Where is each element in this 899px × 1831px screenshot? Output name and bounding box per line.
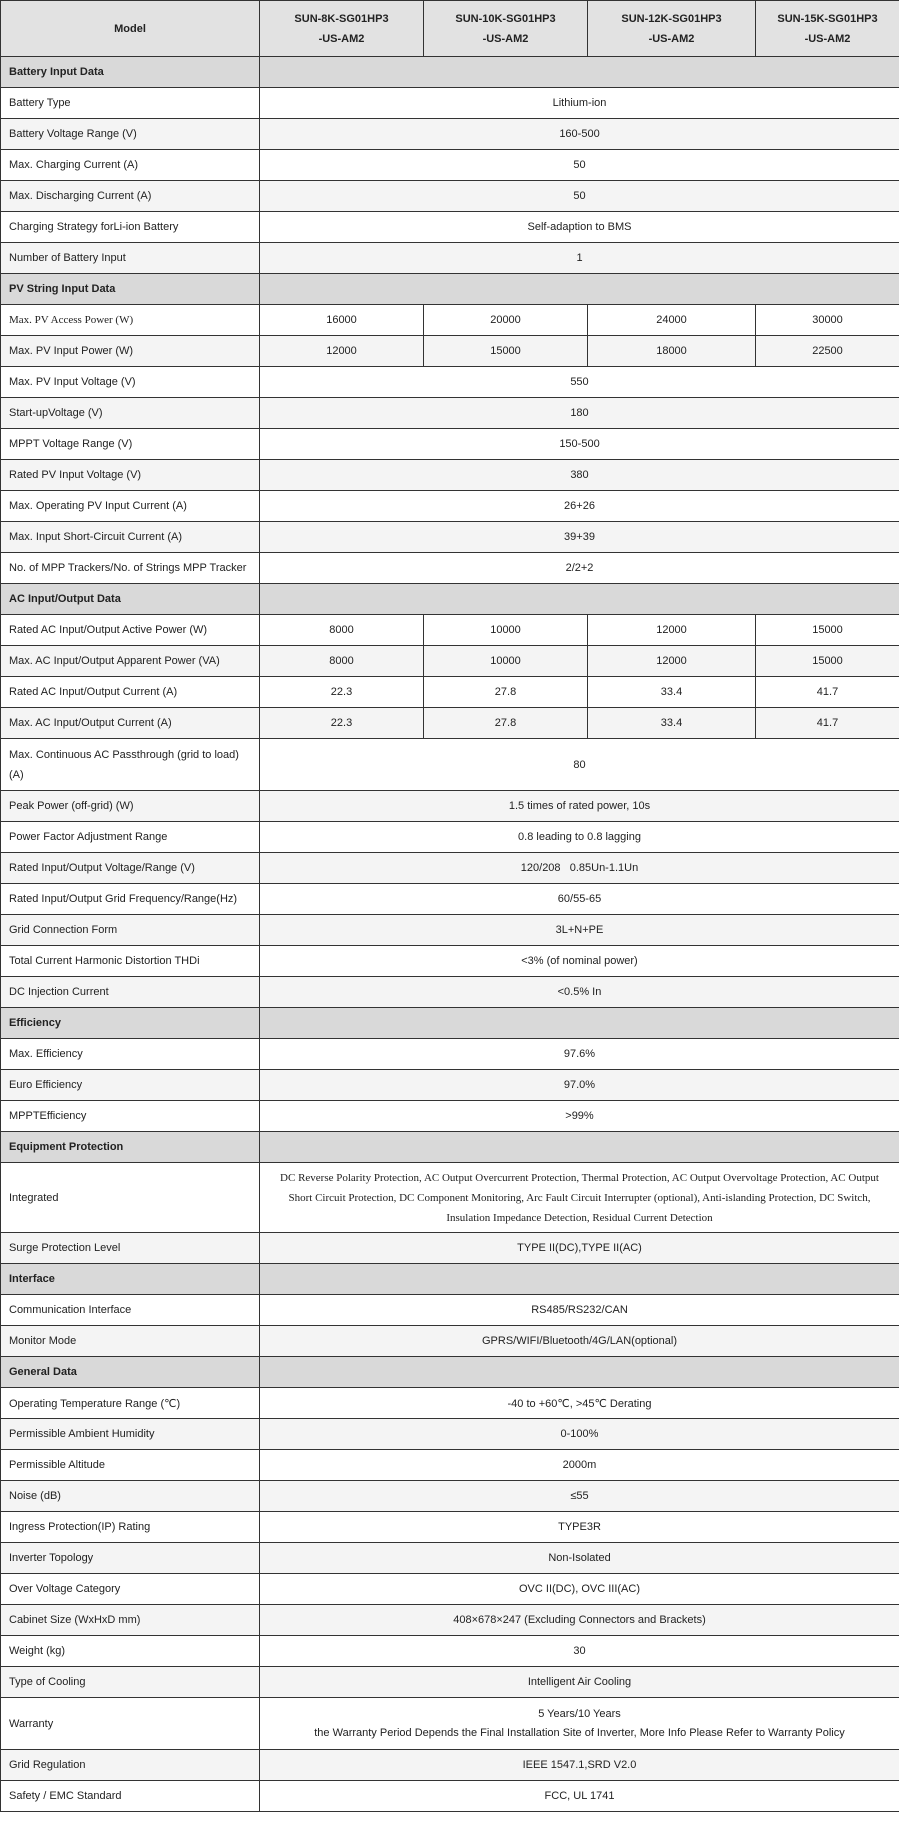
model-column-header: SUN-15K-SG01HP3 -US-AM2 bbox=[756, 1, 899, 57]
row-value: 0-100% bbox=[260, 1419, 899, 1450]
table-row bbox=[1, 243, 899, 274]
row-value: 50 bbox=[260, 150, 899, 181]
row-value: 1 bbox=[260, 243, 899, 274]
row-value: 12000 bbox=[588, 646, 756, 677]
table-row bbox=[1, 1543, 899, 1574]
row-label: Rated AC Input/Output Active Power (W) bbox=[1, 615, 260, 646]
row-label: Battery Voltage Range (V) bbox=[1, 119, 260, 150]
section-header bbox=[1, 1357, 899, 1388]
row-label: MPPT Voltage Range (V) bbox=[1, 429, 260, 460]
row-label: Surge Protection Level bbox=[1, 1233, 260, 1264]
table-row bbox=[1, 853, 899, 884]
row-value: Lithium-ion bbox=[260, 88, 899, 119]
row-value: 27.8 bbox=[424, 708, 588, 739]
table-row bbox=[1, 1781, 899, 1812]
row-value: 550 bbox=[260, 367, 899, 398]
table-row bbox=[1, 1605, 899, 1636]
table-row bbox=[1, 1101, 899, 1132]
row-value: 3L+N+PE bbox=[260, 915, 899, 946]
table-row bbox=[1, 522, 899, 553]
row-value: ≤55 bbox=[260, 1481, 899, 1512]
row-value: 26+26 bbox=[260, 491, 899, 522]
row-value: 60/55-65 bbox=[260, 884, 899, 915]
table-row bbox=[1, 822, 899, 853]
table-row bbox=[1, 1070, 899, 1101]
section-header bbox=[1, 1132, 899, 1163]
row-value: 380 bbox=[260, 460, 899, 491]
row-value: IEEE 1547.1,SRD V2.0 bbox=[260, 1750, 899, 1781]
table-row bbox=[1, 1039, 899, 1070]
section-header bbox=[1, 1264, 899, 1295]
table-row bbox=[1, 88, 899, 119]
table-row bbox=[1, 1698, 899, 1750]
table-row bbox=[1, 398, 899, 429]
row-label: Safety / EMC Standard bbox=[1, 1781, 260, 1812]
row-label: Total Current Harmonic Distortion THDi bbox=[1, 946, 260, 977]
table-row bbox=[1, 708, 899, 739]
section-title: AC Input/Output Data bbox=[1, 584, 260, 615]
row-label: Max. Input Short-Circuit Current (A) bbox=[1, 522, 260, 553]
table-row bbox=[1, 646, 899, 677]
section-title: Equipment Protection bbox=[1, 1132, 260, 1163]
row-value: 22500 bbox=[756, 336, 899, 367]
row-label: Integrated bbox=[1, 1163, 260, 1233]
row-label: Start-upVoltage (V) bbox=[1, 398, 260, 429]
row-label: Battery Type bbox=[1, 88, 260, 119]
row-label: Rated PV Input Voltage (V) bbox=[1, 460, 260, 491]
row-label: No. of MPP Trackers/No. of Strings MPP Tracker bbox=[1, 553, 260, 584]
table-row bbox=[1, 1574, 899, 1605]
table-row bbox=[1, 491, 899, 522]
row-value: 39+39 bbox=[260, 522, 899, 553]
section-title: Battery Input Data bbox=[1, 57, 260, 88]
section-header bbox=[1, 274, 899, 305]
row-value: 5 Years/10 Years the Warranty Period Depends the Final Installation Site of Inverter, More Info Please Refer to Warranty Policy bbox=[260, 1698, 899, 1750]
row-label: Rated AC Input/Output Current (A) bbox=[1, 677, 260, 708]
table-row bbox=[1, 915, 899, 946]
row-value: 2/2+2 bbox=[260, 553, 899, 584]
row-label: Power Factor Adjustment Range bbox=[1, 822, 260, 853]
table-row bbox=[1, 977, 899, 1008]
section-title: General Data bbox=[1, 1357, 260, 1388]
row-value: 180 bbox=[260, 398, 899, 429]
row-label: Noise (dB) bbox=[1, 1481, 260, 1512]
table-row bbox=[1, 1163, 899, 1233]
row-value: 20000 bbox=[424, 305, 588, 336]
table-row bbox=[1, 1450, 899, 1481]
row-label: Max. Efficiency bbox=[1, 1039, 260, 1070]
row-value: 0.8 leading to 0.8 lagging bbox=[260, 822, 899, 853]
table-row bbox=[1, 1481, 899, 1512]
row-value: 30 bbox=[260, 1636, 899, 1667]
row-label: Max. AC Input/Output Apparent Power (VA) bbox=[1, 646, 260, 677]
row-label: Permissible Ambient Humidity bbox=[1, 1419, 260, 1450]
section-header bbox=[1, 1008, 899, 1039]
table-row bbox=[1, 305, 899, 336]
row-value: 97.6% bbox=[260, 1039, 899, 1070]
row-value: 50 bbox=[260, 181, 899, 212]
table-row bbox=[1, 1636, 899, 1667]
row-value: 1.5 times of rated power, 10s bbox=[260, 791, 899, 822]
row-value: 41.7 bbox=[756, 708, 899, 739]
row-value: 27.8 bbox=[424, 677, 588, 708]
section-header bbox=[1, 584, 899, 615]
row-value: 10000 bbox=[424, 646, 588, 677]
row-value: 22.3 bbox=[260, 677, 424, 708]
row-value: TYPE3R bbox=[260, 1512, 899, 1543]
table-row bbox=[1, 181, 899, 212]
table-row bbox=[1, 553, 899, 584]
section-header bbox=[1, 57, 899, 88]
row-value: <0.5% In bbox=[260, 977, 899, 1008]
row-value: 120/208 0.85Un-1.1Un bbox=[260, 853, 899, 884]
row-label: Charging Strategy forLi-ion Battery bbox=[1, 212, 260, 243]
header-row bbox=[1, 1, 899, 57]
table-row bbox=[1, 119, 899, 150]
row-label: Communication Interface bbox=[1, 1295, 260, 1326]
row-label: Grid Connection Form bbox=[1, 915, 260, 946]
row-value: TYPE II(DC),TYPE II(AC) bbox=[260, 1233, 899, 1264]
row-value: 30000 bbox=[756, 305, 899, 336]
table-row bbox=[1, 1419, 899, 1450]
row-label: Type of Cooling bbox=[1, 1667, 260, 1698]
row-label: Peak Power (off-grid) (W) bbox=[1, 791, 260, 822]
section-title: Efficiency bbox=[1, 1008, 260, 1039]
row-label: Monitor Mode bbox=[1, 1326, 260, 1357]
row-value: 2000m bbox=[260, 1450, 899, 1481]
table-row bbox=[1, 1388, 899, 1419]
table-row bbox=[1, 367, 899, 398]
row-value: 408×678×247 (Excluding Connectors and Brackets) bbox=[260, 1605, 899, 1636]
row-value: 41.7 bbox=[756, 677, 899, 708]
table-row bbox=[1, 460, 899, 491]
row-label: Euro Efficiency bbox=[1, 1070, 260, 1101]
row-label: Max. Operating PV Input Current (A) bbox=[1, 491, 260, 522]
row-label: Max. PV Input Voltage (V) bbox=[1, 367, 260, 398]
row-value: Non-Isolated bbox=[260, 1543, 899, 1574]
section-title: PV String Input Data bbox=[1, 274, 260, 305]
table-row bbox=[1, 150, 899, 181]
model-column-header: SUN-12K-SG01HP3 -US-AM2 bbox=[588, 1, 756, 57]
model-column-header: SUN-10K-SG01HP3 -US-AM2 bbox=[424, 1, 588, 57]
row-value: 12000 bbox=[588, 615, 756, 646]
row-value: GPRS/WIFI/Bluetooth/4G/LAN(optional) bbox=[260, 1326, 899, 1357]
table-row bbox=[1, 1295, 899, 1326]
table-row bbox=[1, 884, 899, 915]
row-value: 8000 bbox=[260, 646, 424, 677]
row-value: DC Reverse Polarity Protection, AC Output Overcurrent Protection, Thermal Protection, AC Output Overvoltage Protection, AC Output Short Circuit Protection, DC Component Monitoring, Arc Fault Circuit Interrupter (optional), Anti-islanding Protection, DC Switch, Insulation Impedance Detection, Residual Current Detection bbox=[260, 1163, 899, 1233]
row-value: 22.3 bbox=[260, 708, 424, 739]
row-value: 8000 bbox=[260, 615, 424, 646]
row-value: Self-adaption to BMS bbox=[260, 212, 899, 243]
row-value: 16000 bbox=[260, 305, 424, 336]
row-label: Warranty bbox=[1, 1698, 260, 1750]
row-value: <3% (of nominal power) bbox=[260, 946, 899, 977]
row-value: -40 to +60℃, >45℃ Derating bbox=[260, 1388, 899, 1419]
row-label: DC Injection Current bbox=[1, 977, 260, 1008]
row-value: OVC II(DC), OVC III(AC) bbox=[260, 1574, 899, 1605]
row-value: 33.4 bbox=[588, 708, 756, 739]
row-label: Max. AC Input/Output Current (A) bbox=[1, 708, 260, 739]
table-row bbox=[1, 1326, 899, 1357]
model-header: Model bbox=[1, 1, 260, 57]
row-label: Grid Regulation bbox=[1, 1750, 260, 1781]
row-label: Operating Temperature Range (℃) bbox=[1, 1388, 260, 1419]
row-label: Max. PV Access Power (W) bbox=[1, 305, 260, 336]
row-value: 15000 bbox=[424, 336, 588, 367]
row-value: 24000 bbox=[588, 305, 756, 336]
row-label: Max. Continuous AC Passthrough (grid to load) (A) bbox=[1, 739, 260, 791]
row-label: Number of Battery Input bbox=[1, 243, 260, 274]
row-label: Cabinet Size (WxHxD mm) bbox=[1, 1605, 260, 1636]
table-row bbox=[1, 1233, 899, 1264]
row-value: 160-500 bbox=[260, 119, 899, 150]
row-label: Over Voltage Category bbox=[1, 1574, 260, 1605]
table-row bbox=[1, 336, 899, 367]
table-row bbox=[1, 739, 899, 791]
table-row bbox=[1, 946, 899, 977]
row-value: 15000 bbox=[756, 615, 899, 646]
row-value: Intelligent Air Cooling bbox=[260, 1667, 899, 1698]
row-label: Permissible Altitude bbox=[1, 1450, 260, 1481]
model-column-header: SUN-8K-SG01HP3 -US-AM2 bbox=[260, 1, 424, 57]
row-label: Ingress Protection(IP) Rating bbox=[1, 1512, 260, 1543]
table-row bbox=[1, 1750, 899, 1781]
section-title: Interface bbox=[1, 1264, 260, 1295]
row-value: FCC, UL 1741 bbox=[260, 1781, 899, 1812]
row-label: Rated Input/Output Voltage/Range (V) bbox=[1, 853, 260, 884]
row-value: 97.0% bbox=[260, 1070, 899, 1101]
row-label: Max. Charging Current (A) bbox=[1, 150, 260, 181]
table-row bbox=[1, 212, 899, 243]
row-label: Weight (kg) bbox=[1, 1636, 260, 1667]
table-row bbox=[1, 1512, 899, 1543]
row-value: 33.4 bbox=[588, 677, 756, 708]
row-value: 15000 bbox=[756, 646, 899, 677]
row-label: Rated Input/Output Grid Frequency/Range(Hz) bbox=[1, 884, 260, 915]
row-label: Inverter Topology bbox=[1, 1543, 260, 1574]
row-value: 12000 bbox=[260, 336, 424, 367]
row-value: 18000 bbox=[588, 336, 756, 367]
table-row bbox=[1, 615, 899, 646]
row-label: Max. PV Input Power (W) bbox=[1, 336, 260, 367]
row-label: MPPTEfficiency bbox=[1, 1101, 260, 1132]
table-row bbox=[1, 1667, 899, 1698]
row-value: 10000 bbox=[424, 615, 588, 646]
row-value: >99% bbox=[260, 1101, 899, 1132]
row-value: 80 bbox=[260, 739, 899, 791]
table-row bbox=[1, 791, 899, 822]
row-value: 150-500 bbox=[260, 429, 899, 460]
table-row bbox=[1, 429, 899, 460]
row-value: RS485/RS232/CAN bbox=[260, 1295, 899, 1326]
row-label: Max. Discharging Current (A) bbox=[1, 181, 260, 212]
table-row bbox=[1, 677, 899, 708]
